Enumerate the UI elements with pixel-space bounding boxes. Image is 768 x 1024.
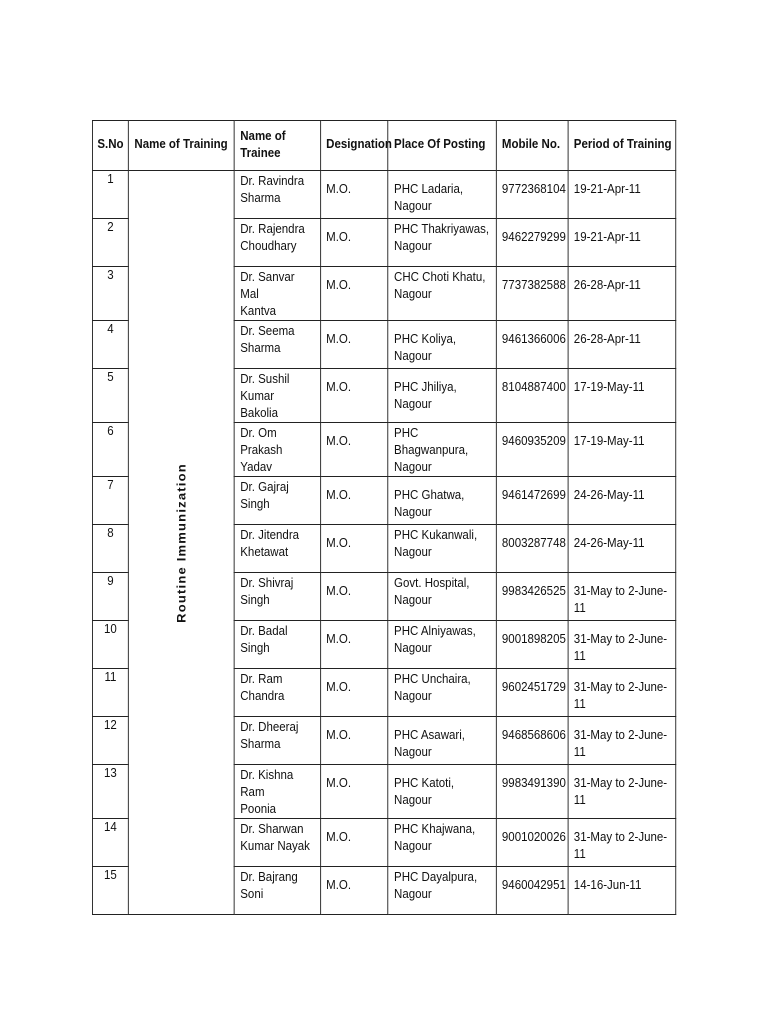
cell-sno (92, 867, 128, 915)
cell-text: M.O. (326, 230, 352, 244)
cell-name-of-trainee (234, 867, 320, 915)
cell-designation (320, 477, 388, 525)
cell-text: 31-May to 2-June-11 (573, 728, 668, 759)
cell-text: 24-26-May-11 (573, 488, 645, 502)
cell-designation (320, 573, 388, 621)
cell-text: M.O. (326, 728, 352, 742)
cell-place-of-posting (388, 423, 496, 477)
header-name-of-trainee: Name of Trainee (234, 121, 320, 171)
cell-text: 9462279299 (501, 230, 566, 244)
cell-text: M.O. (326, 776, 352, 790)
cell-text: M.O. (326, 536, 352, 550)
cell-line: Dr. Om Prakash (240, 426, 283, 457)
cell-name-of-trainee (234, 219, 320, 267)
cell-period-of-training (568, 525, 676, 573)
cell-text: 17-19-May-11 (573, 380, 645, 394)
cell-line: PHC Bhagwanpura, (394, 426, 469, 457)
cell-place-of-posting (388, 525, 496, 573)
cell-mobile-no (496, 669, 568, 717)
cell-sno (92, 669, 128, 717)
sno-value: 3 (107, 268, 114, 282)
cell-line: PHC Alniyawas, (394, 624, 476, 638)
sno-value: 8 (107, 526, 114, 540)
table-body (92, 171, 675, 915)
cell-sno (92, 765, 128, 819)
sno-value: 7 (107, 478, 114, 492)
cell-text: 19-21-Apr-11 (573, 230, 641, 244)
cell-line: PHC Asawari, Nagour (394, 728, 465, 759)
cell-name-of-trainee (234, 171, 320, 219)
cell-line: PHC Jhiliya, Nagour (394, 380, 457, 411)
cell-sno (92, 819, 128, 867)
cell-place-of-posting (388, 573, 496, 621)
cell-text: 8003287748 (501, 536, 566, 550)
cell-sno (92, 267, 128, 321)
cell-text: M.O. (326, 488, 352, 502)
cell-name-of-trainee (234, 525, 320, 573)
cell-designation (320, 867, 388, 915)
cell-line: Dr. Bajrang Soni (240, 870, 298, 901)
training-name-label: Routine Immunization (174, 462, 189, 623)
cell-line: Dr. Jitendra (240, 528, 300, 542)
cell-text: 17-19-May-11 (573, 434, 645, 448)
cell-period-of-training (568, 423, 676, 477)
cell-line: Dr. Kishna Ram (240, 768, 294, 799)
cell-place-of-posting (388, 621, 496, 669)
cell-line: PHC Thakriyawas, (394, 222, 490, 236)
cell-text: 19-21-Apr-11 (573, 182, 641, 196)
cell-line: Dr. Shivraj Singh (240, 576, 294, 607)
cell-text: 31-May to 2-June-11 (573, 584, 668, 615)
cell-designation (320, 765, 388, 819)
cell-text: M.O. (326, 584, 352, 598)
cell-period-of-training (568, 717, 676, 765)
cell-place-of-posting (388, 867, 496, 915)
cell-text: 9461366006 (501, 332, 566, 346)
cell-line: Nagour (394, 887, 432, 901)
cell-place-of-posting (388, 477, 496, 525)
cell-mobile-no (496, 171, 568, 219)
cell-line: Dr. Sanvar Mal (240, 270, 295, 301)
training-table (92, 120, 676, 915)
cell-mobile-no (496, 423, 568, 477)
cell-line: Dr. Gajraj Singh (240, 480, 289, 511)
cell-line: Dr. Rajendra (240, 222, 305, 236)
cell-mobile-no (496, 717, 568, 765)
cell-text: 8104887400 (501, 380, 566, 394)
cell-line: PHC Ghatwa, Nagour (394, 488, 465, 519)
cell-place-of-posting (388, 369, 496, 423)
cell-period-of-training (568, 219, 676, 267)
cell-line: Sharma (240, 737, 281, 751)
cell-name-of-trainee (234, 765, 320, 819)
cell-line: PHC Katoti, Nagour (394, 776, 455, 807)
cell-designation (320, 321, 388, 369)
sno-value: 4 (107, 322, 114, 336)
cell-text: 31-May to 2-June-11 (573, 776, 668, 807)
sno-value: 10 (104, 622, 117, 636)
cell-mobile-no (496, 525, 568, 573)
cell-place-of-posting (388, 171, 496, 219)
cell-line: Dr. Ram Chandra (240, 672, 285, 703)
cell-text: 31-May to 2-June-11 (573, 680, 668, 711)
cell-line: Dr. Dheeraj (240, 720, 299, 734)
header-row (92, 121, 675, 171)
cell-line: Poonia (240, 802, 277, 816)
sno-value: 11 (104, 670, 117, 684)
cell-text: M.O. (326, 332, 352, 346)
cell-name-of-trainee (234, 819, 320, 867)
cell-line: Kumar Nayak (240, 839, 310, 853)
cell-period-of-training (568, 819, 676, 867)
cell-place-of-posting (388, 819, 496, 867)
cell-line: PHC Unchaira, (394, 672, 471, 686)
cell-sno (92, 477, 128, 525)
cell-text: 9461472699 (501, 488, 566, 502)
cell-line: Dr. Sharwan (240, 822, 304, 836)
cell-line: PHC Khajwana, (394, 822, 476, 836)
cell-mobile-no (496, 369, 568, 423)
cell-name-of-trainee (234, 717, 320, 765)
cell-sno (92, 525, 128, 573)
cell-line: Dr. Seema (240, 324, 295, 338)
cell-text: M.O. (326, 830, 352, 844)
cell-designation (320, 171, 388, 219)
cell-designation (320, 717, 388, 765)
cell-sno (92, 423, 128, 477)
cell-line: Nagour (394, 287, 432, 301)
cell-sno (92, 573, 128, 621)
cell-name-of-trainee (234, 369, 320, 423)
cell-text: 7737382588 (501, 278, 566, 292)
cell-line: Nagour (394, 839, 432, 853)
cell-mobile-no (496, 573, 568, 621)
cell-place-of-posting (388, 219, 496, 267)
cell-mobile-no (496, 765, 568, 819)
cell-name-of-trainee (234, 423, 320, 477)
cell-mobile-no (496, 321, 568, 369)
cell-line: CHC Choti Khatu, (394, 270, 486, 284)
cell-name-of-trainee (234, 621, 320, 669)
cell-name-of-trainee (234, 669, 320, 717)
sno-value: 15 (104, 868, 117, 882)
cell-text: 9602451729 (501, 680, 566, 694)
cell-place-of-posting (388, 717, 496, 765)
table-row (92, 171, 675, 219)
sno-value: 6 (107, 424, 114, 438)
cell-place-of-posting (388, 267, 496, 321)
cell-designation (320, 669, 388, 717)
cell-period-of-training (568, 321, 676, 369)
cell-text: 9468568606 (501, 728, 566, 742)
cell-line: PHC Dayalpura, (394, 870, 478, 884)
cell-text: 9772368104 (501, 182, 566, 196)
cell-name-of-trainee (234, 477, 320, 525)
cell-sno (92, 321, 128, 369)
cell-text: 9001898205 (501, 632, 566, 646)
cell-text: M.O. (326, 380, 352, 394)
cell-mobile-no (496, 867, 568, 915)
sno-value: 12 (104, 718, 117, 732)
sno-value: 5 (107, 370, 114, 384)
header-sno: S.No (92, 121, 128, 171)
cell-designation (320, 621, 388, 669)
cell-text: 31-May to 2-June-11 (573, 632, 668, 663)
cell-name-of-training (128, 171, 234, 915)
cell-line: Nagour (394, 641, 432, 655)
cell-line: Choudhary (240, 239, 297, 253)
cell-line: PHC Kukanwali, (394, 528, 478, 542)
cell-text: 14-16-Jun-11 (573, 878, 642, 892)
cell-designation (320, 369, 388, 423)
cell-text: M.O. (326, 434, 352, 448)
cell-period-of-training (568, 369, 676, 423)
cell-line: Nagour (394, 593, 432, 607)
cell-period-of-training (568, 867, 676, 915)
cell-text: 31-May to 2-June-11 (573, 830, 668, 861)
cell-sno (92, 369, 128, 423)
cell-period-of-training (568, 669, 676, 717)
cell-mobile-no (496, 621, 568, 669)
cell-designation (320, 525, 388, 573)
cell-period-of-training (568, 573, 676, 621)
cell-line: Bakolia (240, 406, 278, 420)
cell-line: Nagour (394, 545, 432, 559)
cell-line: Kantva (240, 304, 277, 318)
cell-period-of-training (568, 765, 676, 819)
cell-place-of-posting (388, 765, 496, 819)
cell-line: Nagour (394, 239, 432, 253)
cell-place-of-posting (388, 669, 496, 717)
cell-text: M.O. (326, 878, 352, 892)
sno-value: 1 (107, 172, 114, 186)
cell-designation (320, 423, 388, 477)
sno-value: 2 (107, 220, 114, 234)
cell-text: M.O. (326, 680, 352, 694)
cell-text: 9460042951 (501, 878, 566, 892)
cell-line: Govt. Hospital, (394, 576, 470, 590)
cell-sno (92, 621, 128, 669)
cell-line: Dr. Badal Singh (240, 624, 288, 655)
sno-value: 9 (107, 574, 114, 588)
cell-line: Dr. Sushil Kumar (240, 372, 290, 403)
header-period-of-training: Period of Training (568, 121, 676, 171)
cell-text: 9983491390 (501, 776, 566, 790)
cell-period-of-training (568, 477, 676, 525)
cell-text: 24-26-May-11 (573, 536, 645, 550)
header-designation: Designation (320, 121, 388, 171)
cell-sno (92, 171, 128, 219)
cell-line: Sharma (240, 341, 281, 355)
cell-line: PHC Koliya, Nagour (394, 332, 457, 363)
cell-name-of-trainee (234, 321, 320, 369)
cell-designation (320, 819, 388, 867)
cell-line: Nagour (394, 460, 432, 474)
cell-sno (92, 219, 128, 267)
cell-line: PHC Ladaria, Nagour (394, 182, 464, 213)
cell-mobile-no (496, 819, 568, 867)
sno-value: 13 (104, 766, 117, 780)
cell-text: 9460935209 (501, 434, 566, 448)
cell-mobile-no (496, 477, 568, 525)
cell-line: Dr. Ravindra (240, 174, 305, 188)
cell-line: Yadav (240, 460, 273, 474)
cell-text: 26-28-Apr-11 (573, 332, 641, 346)
cell-text: M.O. (326, 182, 352, 196)
cell-period-of-training (568, 267, 676, 321)
cell-name-of-trainee (234, 573, 320, 621)
cell-line: Nagour (394, 689, 432, 703)
cell-place-of-posting (388, 321, 496, 369)
cell-designation (320, 267, 388, 321)
cell-period-of-training (568, 621, 676, 669)
cell-mobile-no (496, 219, 568, 267)
cell-designation (320, 219, 388, 267)
cell-text: 26-28-Apr-11 (573, 278, 641, 292)
cell-text: M.O. (326, 278, 352, 292)
sno-value: 14 (104, 820, 117, 834)
cell-name-of-trainee (234, 267, 320, 321)
cell-line: Sharma (240, 191, 281, 205)
cell-line: Khetawat (240, 545, 289, 559)
header-place-of-posting: Place Of Posting (388, 121, 496, 171)
cell-text: 9001020026 (501, 830, 566, 844)
cell-text: M.O. (326, 632, 352, 646)
cell-text: 9983426525 (501, 584, 566, 598)
cell-mobile-no (496, 267, 568, 321)
header-name-of-training: Name of Training (128, 121, 234, 171)
cell-period-of-training (568, 171, 676, 219)
cell-sno (92, 717, 128, 765)
header-mobile-no: Mobile No. (496, 121, 568, 171)
